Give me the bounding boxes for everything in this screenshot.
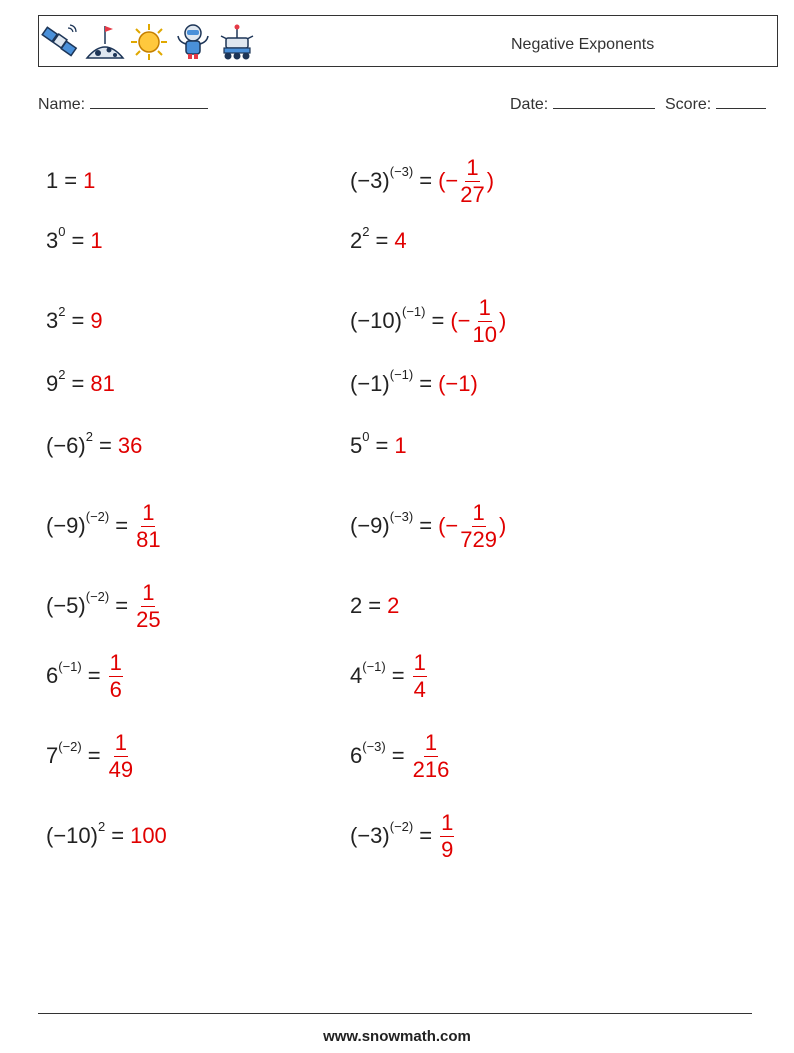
problem-base: (−9)	[46, 513, 86, 538]
problem-exponent: (−2)	[85, 508, 110, 524]
problem-item	[46, 354, 115, 414]
equals-sign: =	[64, 168, 78, 193]
problem-base: (−3)	[350, 168, 390, 193]
problem-base: 3	[46, 308, 59, 333]
equals-sign: =	[87, 663, 101, 688]
answer-suffix: )	[499, 308, 507, 333]
footer-url: www.snowmath.com	[323, 1028, 471, 1045]
answer	[90, 228, 102, 254]
problem-exponent: (−1)	[401, 303, 426, 319]
name-label: Name:	[38, 96, 86, 113]
answer-value: 1	[90, 228, 103, 253]
fraction-numerator: 1	[413, 649, 426, 675]
problem-exponent: 2	[58, 303, 66, 319]
equals-sign: =	[391, 743, 405, 768]
fraction-numerator: 1	[424, 729, 438, 755]
problem-item	[350, 416, 407, 476]
problem-exponent: 0	[362, 428, 370, 444]
problem-exponent: 2	[58, 366, 66, 382]
answer-value: 100	[130, 823, 167, 848]
answer-value: 2	[387, 593, 400, 618]
problem-base: (−6)	[46, 433, 86, 458]
problem-base: 4	[350, 663, 363, 688]
answer	[394, 433, 406, 459]
answer-fraction	[109, 650, 123, 703]
fraction-denominator: 9	[441, 836, 454, 862]
problem-base: 9	[46, 371, 59, 396]
problem-base: 3	[46, 228, 59, 253]
answer-value: 81	[90, 371, 115, 396]
answer-fraction	[413, 730, 450, 783]
sun-icon	[129, 22, 169, 62]
answer-value: 9	[90, 308, 103, 333]
problem-item	[46, 211, 103, 271]
answer-fraction	[413, 650, 427, 703]
problem-base: (−10)	[46, 823, 98, 848]
answer	[83, 168, 95, 194]
answer-value: 36	[117, 433, 143, 458]
fraction-denominator: 25	[136, 606, 161, 632]
answer	[438, 500, 506, 553]
equals-sign: =	[391, 663, 405, 688]
fraction-numerator: 1	[142, 579, 155, 605]
answer-value: 4	[394, 228, 407, 253]
problem-item	[350, 354, 478, 414]
fraction-numerator: 1	[109, 649, 122, 675]
problem-exponent: 2	[85, 428, 93, 444]
answer	[90, 308, 102, 334]
problem-exponent: (−1)	[58, 658, 82, 674]
answer	[134, 580, 162, 633]
answer	[411, 650, 429, 703]
answer-suffix: )	[499, 513, 507, 538]
answer-fraction	[136, 580, 160, 633]
problem-exponent: (−3)	[362, 738, 386, 754]
equals-sign: =	[419, 371, 433, 396]
worksheet-header	[38, 15, 778, 67]
answer-prefix: (−	[438, 513, 459, 538]
problem-item	[46, 726, 135, 786]
header-icons	[41, 20, 257, 64]
fraction-denominator: 729	[460, 526, 497, 552]
answer	[438, 371, 478, 397]
answer	[411, 730, 452, 783]
fraction-denominator: 4	[413, 676, 426, 702]
problem-base: 7	[46, 743, 59, 768]
problem-item	[46, 496, 163, 556]
fraction-numerator: 1	[472, 499, 485, 525]
problem-item	[350, 726, 451, 786]
problem-exponent: (−1)	[362, 658, 386, 674]
problem-item	[350, 806, 456, 866]
problem-item	[350, 646, 429, 706]
problem-item	[46, 416, 142, 476]
answer	[107, 650, 125, 703]
problem-item	[350, 576, 399, 636]
problem-item	[350, 211, 407, 271]
problem-base: (−1)	[350, 371, 390, 396]
satellite-icon	[41, 22, 81, 62]
equals-sign: =	[71, 228, 85, 253]
problem-base: 2	[350, 228, 363, 253]
problem-item	[46, 291, 103, 351]
score-label: Score:	[665, 96, 712, 113]
equals-sign: =	[419, 823, 433, 848]
problem-exponent: (−2)	[58, 738, 82, 754]
robot-icon	[173, 22, 213, 62]
worksheet-title: Negative Exponents	[511, 36, 655, 53]
fraction-denominator: 6	[109, 676, 122, 702]
answer	[118, 433, 142, 459]
problem-exponent: (−3)	[389, 163, 414, 179]
answer-fraction	[460, 155, 484, 208]
equals-sign: =	[71, 371, 85, 396]
answer-value: 1	[83, 168, 96, 193]
problem-base: (−10)	[350, 308, 402, 333]
problem-base: (−5)	[46, 593, 86, 618]
equals-sign: =	[419, 168, 433, 193]
answer	[107, 730, 135, 783]
fraction-denominator: 81	[136, 526, 161, 552]
equals-sign: =	[98, 433, 112, 458]
answer-prefix: (−	[438, 168, 459, 193]
equals-sign: =	[115, 593, 129, 618]
problem-item	[350, 291, 506, 351]
answer	[450, 295, 506, 348]
date-label: Date:	[510, 96, 549, 113]
answer	[130, 823, 167, 849]
problem-base: 2	[350, 593, 363, 618]
problem-base: (−9)	[350, 513, 390, 538]
fraction-numerator: 1	[114, 729, 127, 755]
answer-fraction	[473, 295, 497, 348]
score-field[interactable]	[665, 94, 766, 114]
problem-item	[46, 806, 167, 866]
problem-item	[350, 151, 494, 211]
problem-base: (−3)	[350, 823, 390, 848]
problem-exponent: 2	[97, 818, 106, 834]
equals-sign: =	[87, 743, 101, 768]
equals-sign: =	[375, 433, 389, 458]
fraction-denominator: 49	[108, 756, 134, 782]
problem-exponent: 2	[362, 223, 370, 239]
fraction-denominator: 27	[460, 181, 485, 207]
problem-exponent: (−2)	[85, 588, 110, 604]
answer-fraction	[440, 810, 454, 863]
answer-fraction	[460, 500, 497, 553]
answer-prefix: (−	[450, 308, 471, 333]
problem-base: 1	[46, 168, 59, 193]
date-blank[interactable]	[553, 94, 655, 109]
score-blank[interactable]	[716, 94, 766, 109]
answer	[438, 810, 456, 863]
problem-item	[46, 646, 125, 706]
problem-exponent: (−2)	[389, 818, 414, 834]
fraction-numerator: 1	[478, 294, 491, 320]
equals-sign: =	[368, 593, 382, 618]
fraction-numerator: 1	[142, 499, 155, 525]
problem-base: 5	[350, 433, 363, 458]
problem-item	[46, 576, 163, 636]
fraction-numerator: 1	[466, 154, 479, 180]
fraction-denominator: 10	[472, 321, 497, 347]
answer	[438, 155, 494, 208]
answer-fraction	[136, 500, 160, 553]
problem-base: 6	[350, 743, 363, 768]
answer	[387, 593, 399, 619]
name-field[interactable]	[38, 94, 208, 114]
problem-exponent: (−3)	[389, 508, 414, 524]
equals-sign: =	[111, 823, 125, 848]
footer-divider	[38, 1013, 752, 1014]
problem-exponent: 0	[58, 223, 66, 239]
equals-sign: =	[71, 308, 85, 333]
date-field[interactable]	[510, 94, 655, 114]
answer	[134, 500, 162, 553]
problem-base: 6	[46, 663, 59, 688]
rover-icon	[217, 22, 257, 62]
answer-fraction	[109, 730, 133, 783]
problem-exponent: (−1)	[389, 366, 414, 382]
equals-sign: =	[115, 513, 129, 538]
answer-value: 1	[394, 433, 407, 458]
answer-suffix: )	[486, 168, 495, 193]
equals-sign: =	[419, 513, 433, 538]
answer-value: (−1)	[438, 371, 478, 396]
equals-sign: =	[375, 228, 389, 253]
name-blank[interactable]	[90, 94, 208, 109]
problem-item	[350, 496, 506, 556]
answer	[394, 228, 406, 254]
answer	[90, 371, 114, 397]
problem-item	[46, 151, 95, 211]
equals-sign: =	[431, 308, 445, 333]
fraction-denominator: 216	[412, 756, 450, 782]
fraction-numerator: 1	[441, 809, 454, 835]
moon-flag-icon	[85, 22, 125, 62]
